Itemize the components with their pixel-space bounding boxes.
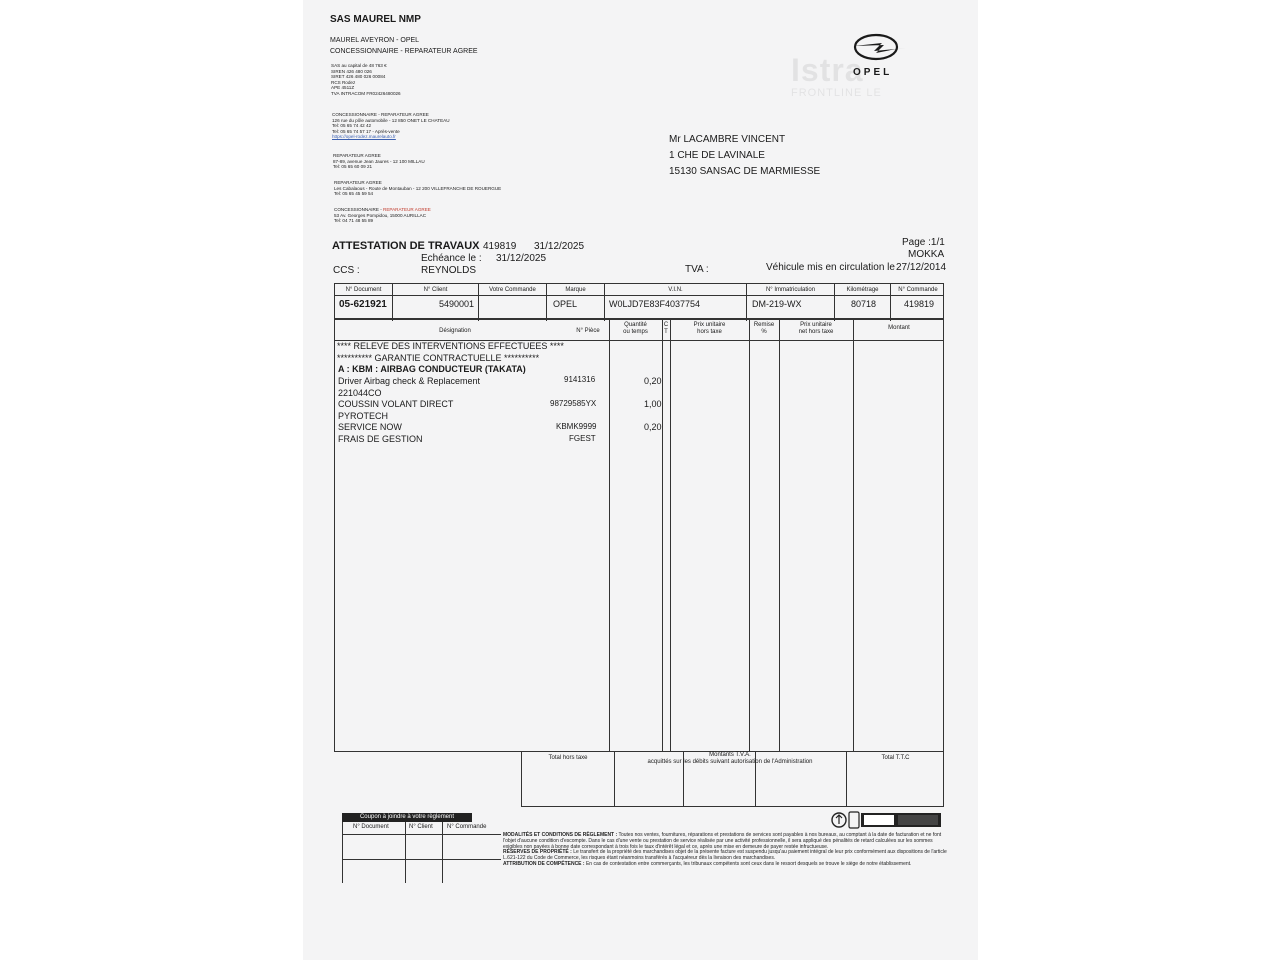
condition-payment-text: Toutes nos ventes, fournitures, réparations et prestations de services sont payables à nos bureaux, au comptant à la date de facturation et ne font l'objet d'aucune condition d'escompte. Dans le cas d'une vente ou prestation de service réalisée par une activité professionnelle, il sera appliqué des pénalités de retard calculées sur les sommes exigibles non payées à bonne date correspondant à trois fois le taux d'intérêt légal et ce, après une mise en demeure de payer restée infructueuse. — [503, 832, 942, 850]
site-address: 126 rue du pôle automobile - 12 850 ONET LE CHATEAU — [332, 117, 450, 123]
cell-document — [335, 284, 393, 321]
total-ttc-label: Total T.T.C — [881, 755, 910, 761]
header-remise — [749, 322, 779, 336]
document-page — [303, 0, 978, 960]
table-row-text: SERVICE NOW — [338, 422, 402, 432]
watermark-subtext: FRONTLINE LE — [791, 87, 882, 99]
site-tel: Tel: 05 65 74 42 42 — [332, 123, 372, 129]
company-line-2: CONCESSIONNAIRE - REPARATEUR AGREE — [330, 48, 478, 55]
company-legal-block — [331, 63, 401, 97]
coupon-header-document: N° Document — [353, 824, 389, 830]
site-title: REPARATEUR AGREE — [334, 180, 382, 185]
table-row-text: **** RELEVE DES INTERVENTIONS EFFECTUEES **** — [337, 341, 564, 351]
header-quantite-l2: ou temps — [623, 329, 648, 335]
coupon-divider — [343, 859, 501, 860]
opel-blitz-icon — [852, 32, 908, 62]
header-document: N° Document — [345, 287, 382, 293]
table-row-piece: KBMK9999 — [556, 422, 597, 431]
header-client: N° Client — [423, 287, 448, 293]
circulation-date: 27/12/2014 — [896, 262, 947, 273]
table-row-piece: 98729585YX — [550, 399, 597, 408]
legal-line: SIREN 426 480 026 — [331, 68, 372, 74]
coupon-title: Coupon à joindre à votre règlement — [342, 813, 472, 822]
value-client: 5490001 — [438, 299, 474, 309]
legal-line: SAS au capital de 48 763 € — [331, 63, 387, 68]
header-votre-commande: Votre Commande — [489, 287, 536, 293]
site-address: 53 Av. Georges Pompidou, 15000 AURILLAC — [334, 212, 427, 218]
site-tel-2: Tel: 05 65 74 57 17 - Après-vente — [332, 128, 400, 134]
header-quantite — [609, 322, 662, 336]
cell-marque — [547, 284, 605, 321]
col-divider — [853, 319, 854, 751]
legal-conditions — [503, 833, 947, 868]
cell-commande — [891, 284, 945, 321]
value-vin: W0LJD7E83F4037754 — [609, 299, 701, 309]
site-title: REPARATEUR AGREE — [333, 153, 381, 158]
site-tel: Tel: 05 65 60 09 21 — [333, 164, 373, 170]
watermark-text: Istra — [791, 52, 864, 88]
header-kilometrage: Kilométrage — [846, 287, 879, 293]
document-date: 31/12/2025 — [534, 241, 585, 252]
header-ct — [662, 322, 670, 336]
recipient-street: 1 CHE DE LAVINALE — [669, 150, 765, 161]
header-prix-net — [779, 322, 853, 336]
col-divider — [749, 319, 750, 751]
header-marque: Marque — [565, 287, 586, 293]
condition-payment-title: MODALITÉS ET CONDITIONS DE RÈGLEMENT : — [503, 832, 618, 838]
value-commande: 419819 — [904, 299, 935, 309]
header-quantite-l1: Quantité — [624, 322, 647, 328]
table-row-piece: 9141316 — [564, 375, 596, 384]
circulation-label: Véhicule mis en circulation le — [766, 262, 895, 273]
header-commande: N° Commande — [898, 287, 938, 293]
payment-coupon — [342, 813, 500, 883]
header-montant: Montant — [888, 325, 910, 331]
bottle-icon — [849, 812, 859, 828]
header-punet-l2: net hors taxe — [798, 329, 834, 335]
header-immatriculation: N° Immatriculation — [765, 287, 816, 293]
page-indicator: Page :1/1 — [902, 237, 945, 248]
header-pu-l2: hors taxe — [697, 329, 722, 335]
site-aurillac — [334, 207, 431, 224]
condition-payment — [503, 833, 947, 850]
table-row-qty: 1,00 — [644, 399, 662, 409]
table-row-text: Driver Airbag check & Replacement — [338, 376, 481, 386]
header-vin: V.I.N. — [668, 287, 683, 293]
header-designation: Désignation — [439, 328, 471, 334]
table-row-text: A : KBM : AIRBAG CONDUCTEUR (TAKATA) — [338, 364, 526, 374]
coupon-header-commande: N° Commande — [447, 824, 487, 830]
due-date: 31/12/2025 — [496, 253, 547, 264]
header-punet-l1: Prix unitaire — [800, 322, 832, 328]
site-link[interactable]: https://opel-rodez.maurelauto.fr — [332, 134, 396, 140]
table-row-text: COUSSIN VOLANT DIRECT — [338, 399, 454, 409]
cell-kilometrage — [835, 284, 891, 321]
header-pu-l1: Prix unitaire — [693, 322, 726, 328]
recycling-badges — [831, 810, 943, 830]
cell-vin — [605, 284, 747, 321]
due-label: Echéance le : — [421, 253, 482, 264]
table-row-text: PYROTECH — [338, 411, 389, 421]
site-millau — [333, 153, 425, 170]
table-row-text: FRAIS DE GESTION — [338, 434, 423, 444]
site-title — [334, 207, 431, 213]
col-divider — [779, 319, 780, 751]
site-villefranche — [334, 180, 501, 197]
condition-jurisdiction — [503, 862, 947, 868]
ccs-label: CCS : — [333, 265, 360, 276]
coupon-divider — [405, 822, 406, 883]
header-piece: N° Pièce — [576, 328, 600, 334]
col-divider — [662, 319, 663, 751]
legal-line: SIRET 426 480 026 00084 — [331, 74, 386, 80]
table-row-text: ********** GARANTIE CONTRACTUELLE ********** — [337, 353, 540, 363]
tva-header-l2: acquittés sur les débits suivant autorisation de l'Administration — [647, 758, 813, 765]
col-divider — [609, 319, 610, 751]
legal-line: RCS Rodez — [331, 79, 356, 85]
vehicle-info-grid — [334, 283, 944, 320]
site-tel: Tel: 04 71 48 55 89 — [334, 218, 374, 224]
opel-wordmark: OPEL — [853, 67, 893, 78]
value-kilometrage: 80718 — [851, 299, 877, 309]
header-ct-l2: T — [664, 329, 668, 335]
condition-property-text: Le transfert de la propriété des marchandises objet de la présente facture est suspendu jusqu'au paiement intégral de leur prix conformément aux dispositions de l'article L.621-122 du Code de Commerce, les risques étant néanmoins transférés à l'acquéreur dès la livraison des marchandises. — [503, 849, 947, 862]
header-prix-unitaire — [670, 322, 749, 336]
coupon-grid — [342, 822, 500, 883]
cell-client — [393, 284, 479, 321]
company-line-1: MAUREL AVEYRON - OPEL — [330, 37, 420, 44]
tva-header-l1: Montants T.V.A. — [709, 752, 751, 758]
condition-jurisdiction-text: En cas de contestation entre commerçants, les tribunaux compétents sont ceux dans le ressort desquels se trouve le siège de notre établissement. — [585, 860, 912, 867]
condition-property-title: RÉSERVES DE PROPRIÉTÉ : — [503, 849, 572, 856]
site-title-a: CONCESSIONNAIRE - — [334, 207, 384, 212]
cell-immatriculation — [747, 284, 835, 321]
totals-block — [521, 752, 944, 807]
cell-votre-commande — [479, 284, 547, 321]
value-immatriculation: DM-219-WX — [752, 299, 802, 309]
site-onet — [332, 112, 450, 140]
table-row-qty: 0,20 — [644, 376, 662, 386]
col-divider — [670, 319, 671, 751]
header-remise-l1: Remise — [753, 322, 775, 328]
company-name: SAS MAUREL NMP — [330, 14, 421, 25]
table-row-piece: FGEST — [569, 434, 596, 443]
header-ct-l1: C — [663, 322, 669, 328]
total-ht-label: Total hors taxe — [548, 755, 588, 761]
site-address: Les Cabalaous - Route de Montauban - 12 200 VILLEFRANCHE DE ROUERGUE — [334, 185, 502, 191]
table-row-qty: 0,20 — [644, 422, 662, 432]
condition-jurisdiction-title: ATTRIBUTION DE COMPÉTENCE : — [503, 860, 585, 867]
tva-header — [614, 752, 846, 765]
vehicle-model: MOKKA — [908, 249, 945, 260]
interventions-table — [334, 318, 944, 752]
site-title: CONCESSIONNAIRE - REPARATEUR AGREE — [332, 112, 429, 117]
value-document: 05-621921 — [339, 299, 387, 310]
site-tel: Tel: 05 65 45 59 54 — [334, 191, 374, 197]
coupon-divider — [442, 822, 443, 883]
site-address: 87-89, avenue Jean Jaures - 12 100 MILLAU — [333, 158, 425, 164]
header-remise-l2: % — [761, 329, 767, 335]
document-number: 419819 — [483, 241, 517, 252]
legal-line: TVA INTRACOM FR02426480026 — [331, 90, 401, 96]
table-row-text: 221044CO — [338, 388, 382, 398]
ccs-value: REYNOLDS — [421, 265, 477, 276]
recipient-name: Mr LACAMBRE VINCENT — [669, 134, 786, 145]
legal-line: APE 4511Z — [331, 85, 355, 91]
coupon-divider — [343, 834, 501, 835]
coupon-header-client: N° Client — [409, 824, 433, 830]
tva-label: TVA : — [685, 264, 709, 275]
recipient-city: 15130 SANSAC DE MARMIESSE — [669, 166, 821, 177]
site-title-b: REPARATEUR AGREE — [383, 207, 431, 212]
document-title: ATTESTATION DE TRAVAUX — [332, 240, 480, 252]
value-marque: OPEL — [553, 299, 578, 309]
